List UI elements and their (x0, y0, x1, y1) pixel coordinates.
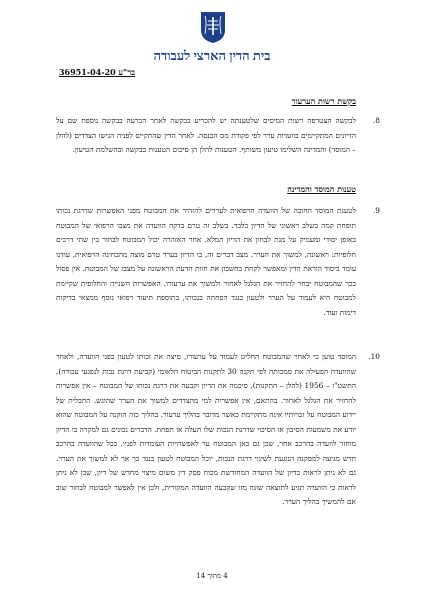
paragraph-number: 10. (368, 352, 380, 361)
paragraph-number: 9. (372, 206, 380, 215)
case-number: בר"ע 36951-04-20 (58, 67, 135, 77)
paragraph-8: לבקשה הצטרפה רשות המיסים שלטענתה יש להכריע בבקשה לאחר הכרעה בבקשה נוספת שם על הדיונים המתקיימים בוועדות ערר לפי פקודת מס הכנסה. לאחר הדין שהתקיים לפניה הגישו הצדדים (להלן – המוסד) והמדינה השלימו טיעון משותף. הטענות להלן הן סיכום הטענות בבקשה ובהשלמת הטיעון. (56, 116, 356, 154)
section-heading-leave-to-appeal: בקשת רשות הערעור (291, 96, 356, 106)
page-footer: 4 מתוך 14 (196, 572, 228, 580)
paragraph-number: 8. (372, 116, 380, 125)
court-name-heading: בית הדין הארצי לעבודה (153, 48, 271, 63)
paragraph-10: המוסד טוען כי לאחר שהמבוטח החליט לעמוד על ערעורו, מיצה את זכותו לטעון בפני הוועדה, ולאחר שהוועדה הפעילה את סמכותה לפי תקנה 30 לתקנות הביטוח הלאומי (קביעת דרגת נכות לנפגעי עבודה), התשט"ו – 1956 (להלן – התקנות), סיכמה את הדיון וקבעה את דרגת נכותו של המבוטח – אין אפשרות להחזיר את הגלגל לאחור. בהתאם, אין אפשרות למי מהצדדים למשוך את הערר שהוגש. התכלית של יידוע המבוטח על זכויותיו אינה מתקיימת כאשר מדובר בהליך ערעור. בהליך כזה הוקנה על המבוטח שהוא יודע את משמעות הסיכון או הסיכוי שדרגת הנכות שלו תעלה או תפחת. הדברים נכונים גם למקרה בו הדיון מוחזר לוועדה בהרכב אחר, שכן גם כאן המבוטח ער לאפשרויות העומדות לפניו. ככל שהוועדה בהרכב חדש מגיעה למסקנה הנוגעת לשינוי דרגת הנכות, יוכל המבוטח לטעון כנגד כך אך לא למשוך את הערר. גם לא ניתן לראות בדיון של הוועדה המחודשת מכוח פסק דין משום מיצוי מחדש של דיון, שכן לא ניתן לראות כי הוועדה תגיע לתוצאה שונה מזו שקבעה הוועדה המקורית, ולכן אין לאפשר למבוטח לבחור שוב אם להמשיך בהליך הערר. (55, 352, 357, 506)
section-heading-claims: טענות המוסד והמדינה (287, 184, 356, 194)
paragraph-9: לטענת המוסד החובה של הוועדה הרפואית לעררים להזהיר את המבוטח מפני האפשרות שדרגת נכותו תופחת קמה בשלב ראשוני של הדיון בלבד. בשלב זה טרם בדקה הוועדה את מצבו הרפואי של המבוטח באופן יסודי ומעמיק על מנת לבחון את הדיון המלא. אחר האזהרה יכול המבוטח לבחור בין שתי דרכים חלופיות: ראשונה, למשוך את הערר. מצב דברים זה, בו הדיון בערר טרם מוצה מהבחינה הרפואית, עודנו עומד ביסוד הוראת הדין ומאפשר לקחת בחשבון את חוות הדעת הראשונה על מצבו של המבוטח. אין פסול בכך שהמבוטח יבחר להחזיר את הגלגל לאחור ולמשוך את ערעורו. האפשרות השנייה והחלופית שקיימת למבוטח היא לעמוד על הערר ולטעון כנגד הפחתה בנכותו, בתוספת תיעוד רפואי נוסף ממצאי בדיקות דימות ועוד. (56, 206, 356, 317)
state-emblem-icon (198, 10, 228, 44)
